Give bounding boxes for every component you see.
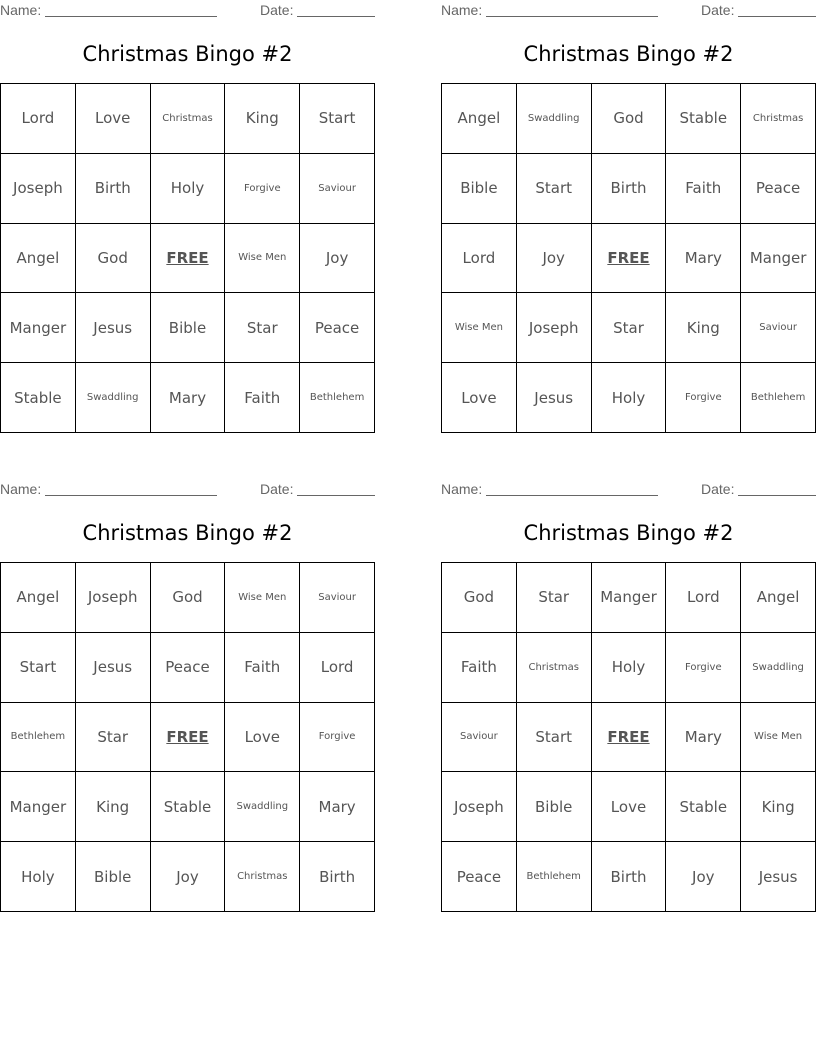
bingo-cell: Swaddling <box>225 772 300 842</box>
date-label: Date: <box>701 481 735 497</box>
bingo-cell: Lord <box>666 563 741 633</box>
bingo-cell: Peace <box>741 154 816 224</box>
bingo-cell: Angel <box>1 563 76 633</box>
bingo-cell: Christmas <box>151 84 226 154</box>
date-blank <box>297 495 375 496</box>
bingo-cell: Jesus <box>76 293 151 363</box>
card-title: Christmas Bingo #2 <box>523 521 734 545</box>
free-space-cell: FREE <box>592 703 667 773</box>
bingo-cell: Start <box>517 703 592 773</box>
bingo-cell: Stable <box>151 772 226 842</box>
bingo-cell: Forgive <box>666 633 741 703</box>
bingo-card-3 <box>0 479 375 886</box>
bingo-cell: Wise Men <box>225 563 300 633</box>
date-blank <box>738 16 816 17</box>
bingo-cell: Jesus <box>741 842 816 912</box>
card-header <box>0 479 375 501</box>
name-blank <box>486 16 658 17</box>
bingo-grid <box>0 562 375 912</box>
card-header <box>0 0 375 22</box>
bingo-cell: Faith <box>225 633 300 703</box>
bingo-cell: Holy <box>151 154 226 224</box>
bingo-cell: God <box>592 84 667 154</box>
card-header <box>441 479 816 501</box>
bingo-cell: Forgive <box>666 363 741 433</box>
bingo-cell: Christmas <box>517 633 592 703</box>
bingo-cell: Joy <box>666 842 741 912</box>
date-label: Date: <box>260 2 294 18</box>
bingo-cell: Peace <box>442 842 517 912</box>
bingo-cell: Love <box>592 772 667 842</box>
bingo-cell: Swaddling <box>76 363 151 433</box>
bingo-cell: King <box>76 772 151 842</box>
bingo-card-1 <box>0 0 375 407</box>
bingo-cell: Bethlehem <box>1 703 76 773</box>
bingo-grid <box>441 562 816 912</box>
bingo-cell: Manger <box>1 772 76 842</box>
bingo-cell: Birth <box>592 154 667 224</box>
bingo-cell: Peace <box>300 293 375 363</box>
bingo-cell: Saviour <box>300 563 375 633</box>
bingo-cell: Joy <box>300 224 375 294</box>
card-title: Christmas Bingo #2 <box>523 42 734 66</box>
bingo-cell: Start <box>517 154 592 224</box>
bingo-grid <box>0 83 375 433</box>
bingo-cell: Joseph <box>442 772 517 842</box>
bingo-card-2 <box>441 0 816 407</box>
bingo-cell: Holy <box>592 363 667 433</box>
bingo-cell: Joseph <box>517 293 592 363</box>
name-label: Name: <box>441 481 483 497</box>
bingo-cell: Birth <box>300 842 375 912</box>
bingo-cell: Birth <box>76 154 151 224</box>
bingo-cell: Start <box>1 633 76 703</box>
bingo-cell: Star <box>517 563 592 633</box>
name-label: Name: <box>0 2 42 18</box>
bingo-cell: Holy <box>1 842 76 912</box>
bingo-cell: Bible <box>442 154 517 224</box>
bingo-cell: Joseph <box>76 563 151 633</box>
bingo-cell: Manger <box>741 224 816 294</box>
card-header <box>441 0 816 22</box>
bingo-cell: Jesus <box>76 633 151 703</box>
bingo-cell: Christmas <box>741 84 816 154</box>
bingo-cell: Lord <box>300 633 375 703</box>
bingo-cell: Stable <box>666 772 741 842</box>
free-space-cell: FREE <box>151 703 226 773</box>
bingo-cell: God <box>76 224 151 294</box>
bingo-cell: Wise Men <box>225 224 300 294</box>
bingo-cell: Christmas <box>225 842 300 912</box>
bingo-cell: Angel <box>741 563 816 633</box>
bingo-cell: Stable <box>666 84 741 154</box>
bingo-cell: Mary <box>300 772 375 842</box>
bingo-cell: Mary <box>151 363 226 433</box>
bingo-cell: Joy <box>517 224 592 294</box>
bingo-cell: King <box>666 293 741 363</box>
bingo-cell: Wise Men <box>741 703 816 773</box>
bingo-cell: Manger <box>592 563 667 633</box>
bingo-cell: Forgive <box>300 703 375 773</box>
free-space-cell: FREE <box>151 224 226 294</box>
bingo-cell: Bible <box>76 842 151 912</box>
bingo-cell: Faith <box>442 633 517 703</box>
bingo-cell: Manger <box>1 293 76 363</box>
name-blank <box>486 495 658 496</box>
bingo-grid <box>441 83 816 433</box>
name-label: Name: <box>0 481 42 497</box>
date-blank <box>297 16 375 17</box>
date-label: Date: <box>260 481 294 497</box>
bingo-cell: Love <box>225 703 300 773</box>
bingo-cell: Star <box>76 703 151 773</box>
bingo-cell: Lord <box>1 84 76 154</box>
bingo-cell: Holy <box>592 633 667 703</box>
card-title: Christmas Bingo #2 <box>82 521 293 545</box>
bingo-cell: Saviour <box>442 703 517 773</box>
name-blank <box>45 495 217 496</box>
bingo-cell: Bible <box>151 293 226 363</box>
bingo-cell: Start <box>300 84 375 154</box>
bingo-cell: Birth <box>592 842 667 912</box>
bingo-cell: Swaddling <box>517 84 592 154</box>
card-title: Christmas Bingo #2 <box>82 42 293 66</box>
bingo-cell: King <box>225 84 300 154</box>
name-label: Name: <box>441 2 483 18</box>
bingo-cell: Stable <box>1 363 76 433</box>
bingo-cell: Joseph <box>1 154 76 224</box>
bingo-cell: Joy <box>151 842 226 912</box>
bingo-card-4 <box>441 479 816 886</box>
bingo-cell: Love <box>442 363 517 433</box>
bingo-cell: Jesus <box>517 363 592 433</box>
bingo-cell: Faith <box>225 363 300 433</box>
bingo-cell: Angel <box>1 224 76 294</box>
bingo-cell: Star <box>225 293 300 363</box>
bingo-cell: God <box>151 563 226 633</box>
bingo-cell: Mary <box>666 224 741 294</box>
bingo-cell: God <box>442 563 517 633</box>
bingo-cell: Peace <box>151 633 226 703</box>
bingo-cell: Bethlehem <box>741 363 816 433</box>
free-space-cell: FREE <box>592 224 667 294</box>
bingo-cell: Star <box>592 293 667 363</box>
bingo-cell: Saviour <box>741 293 816 363</box>
name-blank <box>45 16 217 17</box>
bingo-cell: Angel <box>442 84 517 154</box>
bingo-cell: Forgive <box>225 154 300 224</box>
bingo-cell: Saviour <box>300 154 375 224</box>
bingo-cell: Bethlehem <box>517 842 592 912</box>
bingo-cell: Lord <box>442 224 517 294</box>
bingo-cell: Mary <box>666 703 741 773</box>
bingo-cell: Bible <box>517 772 592 842</box>
bingo-cell: Swaddling <box>741 633 816 703</box>
bingo-cell: King <box>741 772 816 842</box>
bingo-cell: Love <box>76 84 151 154</box>
bingo-cell: Wise Men <box>442 293 517 363</box>
date-label: Date: <box>701 2 735 18</box>
bingo-cell: Bethlehem <box>300 363 375 433</box>
date-blank <box>738 495 816 496</box>
bingo-cell: Faith <box>666 154 741 224</box>
